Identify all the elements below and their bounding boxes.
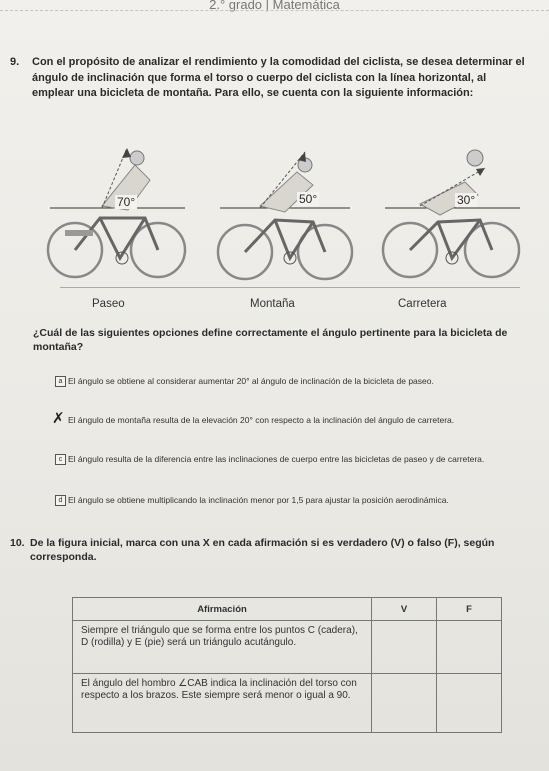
affirmation-1-f-cell[interactable] xyxy=(437,621,502,674)
figure-label-montana: Montaña xyxy=(250,298,295,310)
option-c-letter: c xyxy=(55,454,66,465)
header-afirmacion: Afirmación xyxy=(73,598,372,621)
question-9-text: Con el propósito de analizar el rendimiento y la comodidad del ciclista, se desea determinar el ángulo de inclinación que forma el torso o cuerpo del ciclista con la línea horizontal, al emplear una bicicleta de montaña. Para ello, se cuenta con la siguiente información: xyxy=(32,56,525,99)
bicycle-paseo-drawing xyxy=(40,140,190,285)
affirmation-2-v-cell[interactable] xyxy=(372,674,437,733)
figure-paseo xyxy=(40,140,190,285)
option-b-text: El ángulo de montaña resulta de la elevación 20° con respecto a la inclinación del ángulo de carretera. xyxy=(68,415,455,425)
page-header: 2.° grado | Matemática xyxy=(209,0,340,12)
affirmation-table xyxy=(72,597,502,733)
affirmation-2: El ángulo del hombro ∠CAB indica la inclinación del torso con respecto a los brazos. Este siempre será menor o igual a 90. xyxy=(73,674,372,733)
figure-montana xyxy=(205,140,355,285)
affirmation-1-v-cell[interactable] xyxy=(372,621,437,674)
figure-label-paseo: Paseo xyxy=(92,298,125,310)
angle-label-carretera: 30° xyxy=(457,193,476,207)
question-10-text: De la figura inicial, marca con una X en cada afirmación si es verdadero (V) o falso (F), según corresponda. xyxy=(30,537,495,563)
header-v: V xyxy=(372,598,437,621)
header-f: F xyxy=(437,598,502,621)
table-header-row xyxy=(73,598,502,621)
header-rule xyxy=(0,10,549,11)
option-a-text: El ángulo se obtiene al considerar aumentar 20° al ángulo de inclinación de la bicicleta de paseo. xyxy=(68,376,434,386)
angle-label-montana: 50° xyxy=(299,192,318,206)
option-c-text: El ángulo resulta de la diferencia entre las inclinaciones de cuerpo entre las bicicletas de paseo y de carretera. xyxy=(68,454,485,464)
option-d[interactable] xyxy=(55,494,505,507)
question-9-number: 9. xyxy=(10,56,20,68)
question-prompt: ¿Cuál de las siguientes opciones define correctamente el ángulo pertinente para la bicicleta de montaña? xyxy=(33,327,508,353)
figures-baseline xyxy=(60,287,520,288)
question-10-number: 10. xyxy=(10,537,25,549)
option-c[interactable] xyxy=(55,453,505,466)
figure-carretera xyxy=(370,140,520,285)
bicycle-montana-drawing xyxy=(205,140,355,285)
affirmation-1: Siempre el triángulo que se forma entre los puntos C (cadera), D (rodilla) y E (pie) será un triángulo acutángulo. xyxy=(73,621,372,674)
option-b[interactable] xyxy=(52,410,505,427)
option-a[interactable] xyxy=(55,375,505,388)
figure-label-carretera: Carretera xyxy=(398,298,447,310)
cyclist-figures xyxy=(40,140,530,320)
option-d-text: El ángulo se obtiene multiplicando la inclinación menor por 1,5 para ajustar la posición aerodinámica. xyxy=(68,495,449,505)
angle-label-paseo: 70° xyxy=(117,195,136,209)
question-10 xyxy=(10,536,530,564)
question-9 xyxy=(10,55,530,102)
option-b-x-mark: ✗ xyxy=(52,410,65,427)
table-row xyxy=(73,674,502,733)
option-d-letter: d xyxy=(55,495,66,506)
affirmation-2-f-cell[interactable] xyxy=(437,674,502,733)
option-a-letter: a xyxy=(55,376,66,387)
bicycle-carretera-drawing xyxy=(370,140,520,285)
table-row xyxy=(73,621,502,674)
